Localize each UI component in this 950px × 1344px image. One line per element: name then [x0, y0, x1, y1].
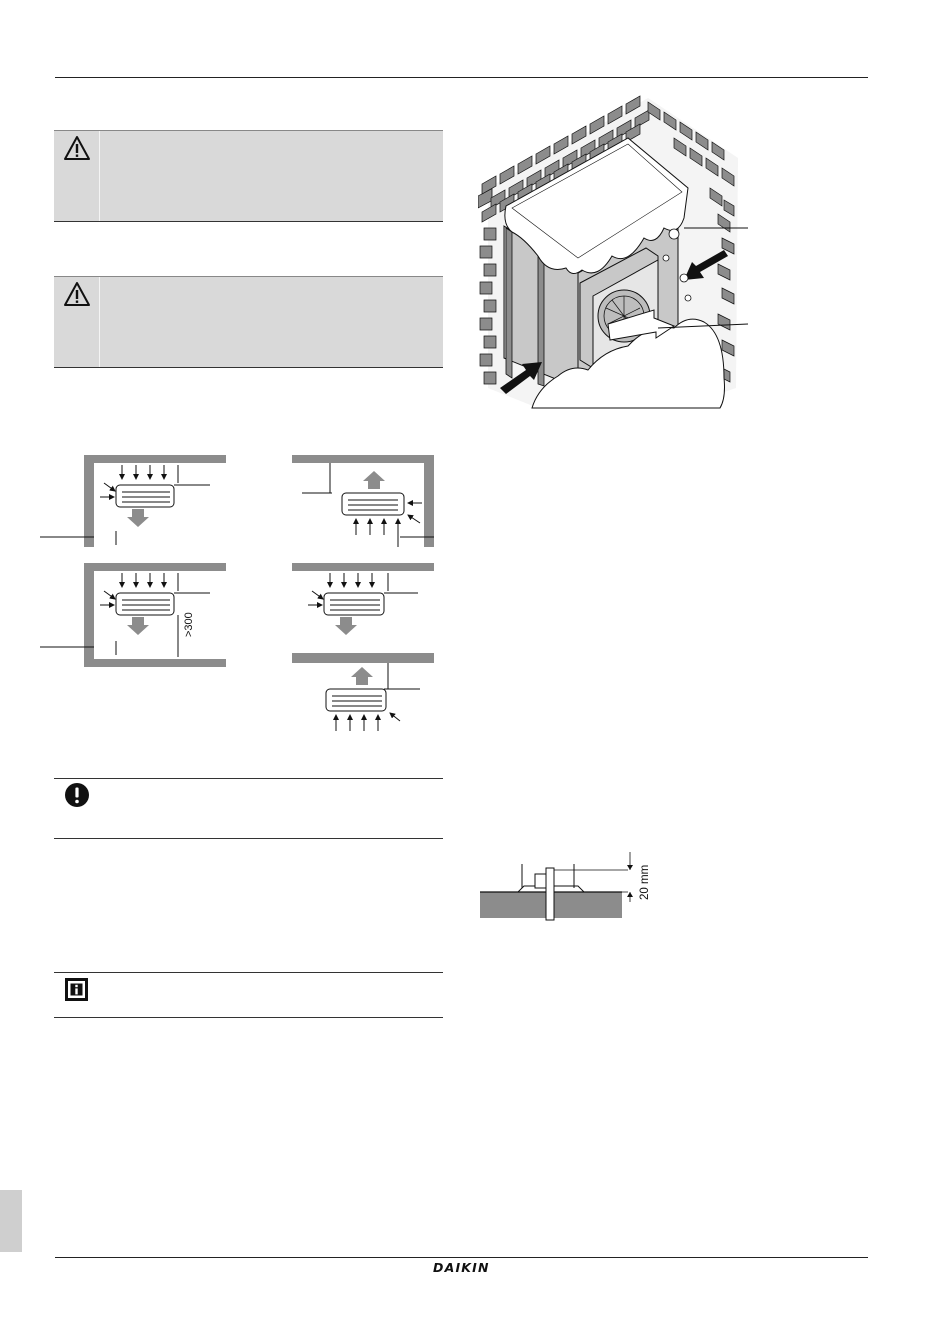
information-box — [54, 972, 443, 1018]
snow-protection-illustration — [478, 88, 753, 423]
clearance-dimension-label: >300 — [183, 612, 195, 637]
brand-logo: DAIKIN — [433, 1260, 490, 1275]
warning-icon-column — [54, 130, 100, 221]
bolt-dimension-label: 20 mm — [639, 864, 651, 900]
warning-triangle-icon — [63, 135, 91, 161]
anchor-bolt-diagram — [478, 850, 668, 922]
clearance-diagram-b — [292, 455, 434, 547]
clearance-diagram-a — [40, 455, 226, 547]
warning-box-1-top — [54, 130, 443, 131]
warning-box-1 — [54, 130, 443, 222]
warning-box-2 — [54, 276, 443, 368]
clearance-diagram-c — [40, 563, 226, 667]
information-icon — [64, 977, 89, 1002]
clearance-diagram-d — [292, 563, 434, 731]
notice-box — [54, 778, 443, 839]
warning-icon-column — [54, 276, 100, 367]
exclamation-circle-icon — [64, 782, 90, 808]
anchor-bolt — [546, 868, 554, 920]
header-rule — [55, 77, 868, 78]
clearance-diagrams — [40, 445, 450, 745]
warning-box-2-top — [54, 276, 443, 277]
chapter-side-tab — [0, 1190, 22, 1252]
footer-rule — [55, 1257, 868, 1258]
warning-triangle-icon — [63, 281, 91, 307]
